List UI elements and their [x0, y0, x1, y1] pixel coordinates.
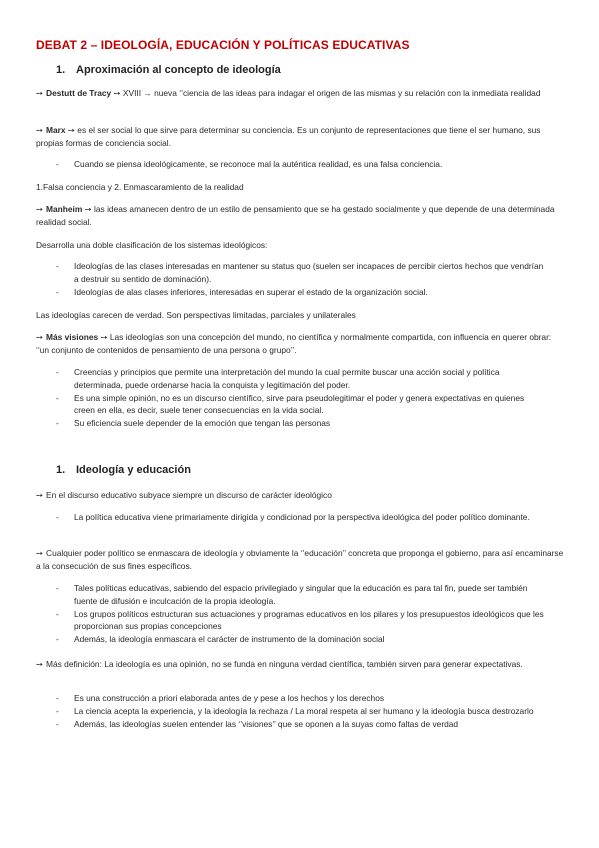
paragraph-text: Más definición: La ideología es una opinión, no se funda en ninguna verdad científica, también sirven para generar expectativas.: [46, 659, 523, 669]
paragraph-discurso: [36, 489, 564, 502]
list-item-text: La ciencia acepta la experiencia, y la ideología la rechaza / La moral respeta al ser humano y la ideología busca destrozarlo: [74, 705, 534, 716]
arrow-icon: ➙: [36, 204, 44, 214]
list-item-text: Además, las ideologías suelen entender las ‘’visiones’’ que se oponen a la suyas como faltas de verdad: [74, 718, 459, 729]
list-item-text: Los grupos políticos estructuran sus actuaciones y programas educativos en los pilares y los presupuestos ideológicos que les proporcionan sus propias concepciones: [74, 608, 544, 632]
section-number: 1.: [56, 464, 66, 476]
bullet-list-marx: [36, 158, 546, 171]
list-item-text: La política educativa viene primariamente dirigida y condicionad por la perspectiva ideológica del poder político dominante.: [74, 512, 530, 522]
arrow-icon: ➙: [36, 332, 44, 342]
arrow-icon: ➙: [100, 332, 108, 342]
author-name: Más visiones: [46, 332, 99, 342]
paragraph-text: XVIII → nueva ‘’ciencia de las ideas para indagar el origen de las mismas y su relación con la inmediata realidad: [122, 88, 541, 98]
arrow-icon: ➙: [67, 125, 75, 135]
list-item-text: Cuando se piensa ideológicamente, se reconoce mal la auténtica realidad, es una falsa conciencia.: [74, 159, 443, 169]
dash-icon: -: [56, 705, 59, 716]
dash-icon: -: [56, 512, 59, 522]
list-item-text: Su eficiencia suele depender de la emoción que tengan las personas: [74, 418, 331, 429]
dash-icon: -: [56, 583, 59, 593]
dash-icon: -: [56, 608, 59, 619]
dash-icon: -: [56, 286, 59, 297]
bullet-list-politicas-educativas: [36, 582, 546, 646]
paragraph-falsa-conciencia: 1.Falsa conciencia y 2. Enmascaramiento de la realidad: [36, 182, 244, 192]
section-heading-2: [56, 464, 191, 476]
bullet-list-definicion: [36, 692, 546, 730]
dash-icon: -: [56, 392, 59, 403]
dash-icon: -: [56, 261, 59, 271]
list-item: [36, 366, 546, 392]
list-item: [36, 392, 546, 418]
paragraph-text: es el ser social lo que sirve para determinar su conciencia. Es un conjunto de representaciones que tiene el ser humano, sus propias formas de conciencia social.: [36, 125, 541, 148]
arrow-icon: ➙: [84, 204, 92, 214]
arrow-icon: ➙: [36, 88, 44, 98]
list-item: [36, 417, 546, 430]
list-item: [36, 718, 546, 731]
list-item-text: Es una construcción a priori elaborada antes de y pese a los hechos y los derechos: [74, 693, 385, 703]
paragraph-clasificacion: Desarrolla una doble clasificación de los sistemas ideológicos:: [36, 240, 268, 250]
dash-icon: -: [56, 159, 59, 169]
arrow-icon: ➙: [36, 659, 44, 669]
paragraph-mas-definicion: [36, 658, 564, 671]
section-title: Ideología y educación: [76, 464, 191, 476]
dash-icon: -: [56, 718, 59, 729]
list-item: [36, 260, 546, 286]
author-name: Marx: [46, 125, 66, 135]
bullet-list-politica: [36, 511, 546, 524]
dash-icon: -: [56, 367, 59, 377]
list-item-text: Además, la ideología enmascara el carácter de instrumento de la dominación social: [74, 634, 385, 645]
author-name: Manheim: [46, 204, 83, 214]
list-item-text: Creencias y principios que permite una interpretación del mundo la cual permite buscar una acción social y política determinada, puede ordenarse hacia la conquista y legitimación del poder.: [74, 367, 500, 390]
list-item-text: Tales políticas educativas, sabiendo del espacio privilegiado y singular que la educación es para tal fin, puede ser también fuente de difusión e inculcación de la propia ideología.: [74, 583, 528, 606]
paragraph-poder-politico: [36, 547, 564, 573]
paragraph-manheim: [36, 203, 564, 229]
list-item: [36, 158, 546, 171]
list-item: [36, 286, 546, 299]
section-heading-1: [56, 64, 281, 76]
arrow-icon: ➙: [36, 548, 44, 558]
arrow-icon: ➙: [113, 88, 121, 98]
bullet-list-visiones: [36, 366, 546, 430]
list-item-text: Ideologías de alas clases inferiores, interesadas en superar el estado de la organización social.: [74, 286, 428, 297]
list-item: [36, 633, 546, 646]
list-item-text: Ideologías de las clases interesadas en mantener su status quo (suelen ser incapaces de percibir ciertos hechos que vendrían a destruir su sentido de dominación).: [74, 261, 544, 284]
arrow-icon: ➙: [36, 490, 44, 500]
list-item: [36, 705, 546, 718]
paragraph-mas-visiones: [36, 331, 564, 357]
bullet-list-clasificacion: [36, 260, 546, 298]
paragraph-text: En el discurso educativo subyace siempre un discurso de carácter ideológico: [46, 490, 332, 500]
paragraph-text: Las ideologías son una concepción del mundo, no científica y normalmente compartida, con influencia en querer obrar: ‘’un conjunto de contenidos de pensamiento de una persona o grupo’’.: [36, 332, 552, 355]
document-title: DEBAT 2 – IDEOLOGÍA, EDUCACIÓN Y POLÍTICAS EDUCATIVAS: [36, 38, 410, 52]
arrow-icon: ➙: [36, 125, 44, 135]
paragraph-marx: [36, 124, 564, 150]
dash-icon: -: [56, 634, 59, 645]
paragraph-text: las ideas amanecen dentro de un estilo de pensamiento que se ha gestado socialmente y que depende de una determinada realidad social.: [36, 204, 555, 227]
dash-icon: -: [56, 418, 59, 429]
author-name: Destutt de Tracy: [46, 88, 112, 98]
section-number: 1.: [56, 64, 66, 76]
list-item-text: Es una simple opinión, no es un discurso científico, sirve para pseudolegitimar el poder y genera expectativas en quienes creen en ella, es decir, suele tener consecuencias en la vida social.: [74, 392, 525, 416]
paragraph-destutt: [36, 87, 564, 100]
list-item: [36, 511, 546, 524]
paragraph-text: Cualquier poder político se enmascara de ideología y obviamente la ‘’educación’’ concreta que proponga el gobierno, para así encaminarse a la consecución de sus fines específicos.: [36, 548, 564, 571]
dash-icon: -: [56, 693, 59, 703]
paragraph-carecen-verdad: Las ideologías carecen de verdad. Son perspectivas limitadas, parciales y unilaterales: [36, 310, 356, 320]
section-title: Aproximación al concepto de ideología: [76, 64, 281, 76]
list-item: [36, 692, 546, 705]
list-item: [36, 582, 546, 608]
list-item: [36, 608, 546, 634]
